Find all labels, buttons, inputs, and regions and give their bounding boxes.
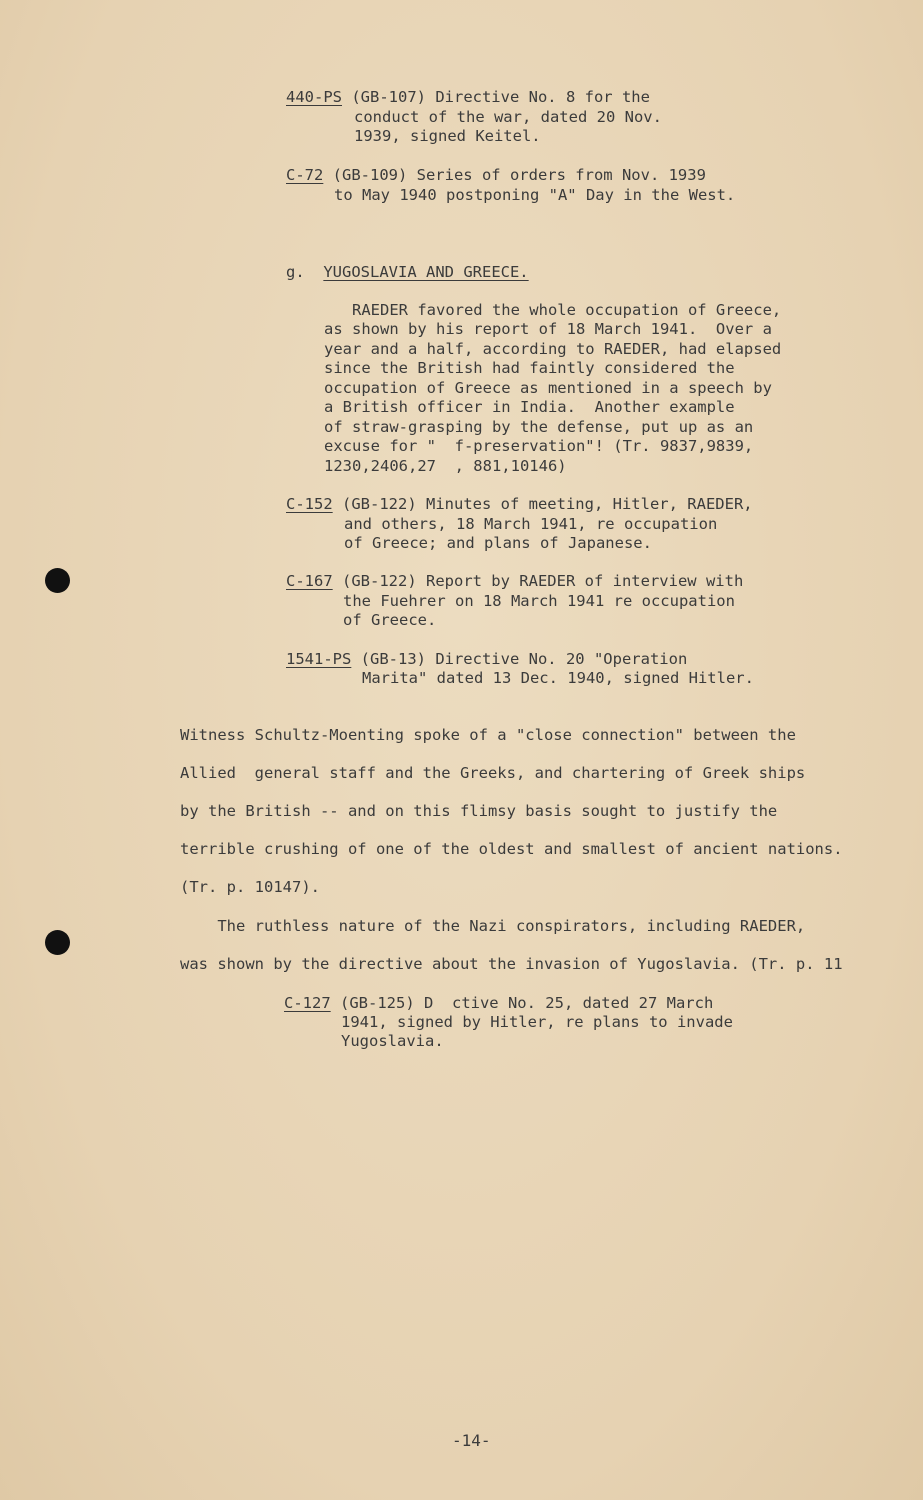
- citation-code: C-167: [286, 572, 333, 590]
- paragraph-line: occupation of Greece as mentioned in a speech by: [324, 379, 772, 397]
- paragraph-line: a British officer in India. Another example: [324, 398, 735, 416]
- citation-line: (GB-122) Minutes of meeting, Hitler, RAEDER,: [332, 495, 753, 513]
- body-line: The ruthless nature of the Nazi conspirators, including RAEDER,: [180, 917, 806, 935]
- citation-1541-ps: [286, 650, 687, 670]
- citation-line: (GB-109) Series of orders from Nov. 1939: [323, 166, 706, 184]
- citation-line: (GB-122) Report by RAEDER of interview with: [332, 572, 744, 590]
- section-title: YUGOSLAVIA AND GREECE.: [323, 263, 529, 281]
- citation-line: 1941, signed by Hitler, re plans to invade: [341, 1013, 733, 1031]
- paragraph-line: since the British had faintly considered the: [324, 359, 735, 377]
- paragraph-line: excuse for " f-preservation"! (Tr. 9837,9839,: [324, 437, 754, 455]
- citation-line: and others, 18 March 1941, re occupation: [344, 515, 718, 533]
- body-line: (Tr. p. 10147).: [180, 878, 320, 896]
- citation-line: of Greece; and plans of Japanese.: [344, 534, 652, 552]
- citation-code: 1541-PS: [286, 650, 352, 668]
- paragraph-line: of straw-grasping by the defense, put up as an: [324, 418, 754, 436]
- body-line: was shown by the directive about the invasion of Yugoslavia. (Tr. p. 11: [180, 955, 843, 973]
- citation-line: the Fuehrer on 18 March 1941 re occupation: [343, 592, 735, 610]
- punch-hole: [45, 568, 70, 593]
- citation-line: (GB-125) D ctive No. 25, dated 27 March: [330, 994, 714, 1012]
- paragraph-line: 1230,2406,27 , 881,10146): [324, 457, 567, 475]
- citation-code: C-127: [284, 994, 331, 1012]
- citation-line: to May 1940 postponing "A" Day in the West.: [334, 186, 736, 204]
- page-number: -14-: [452, 1431, 491, 1450]
- paragraph-line: as shown by his report of 18 March 1941. Over a: [324, 320, 772, 338]
- body-line: Witness Schultz-Moenting spoke of a "close connection" between the: [180, 726, 796, 744]
- citation-c-72: [286, 166, 706, 186]
- citation-line: Marita" dated 13 Dec. 1940, signed Hitler.: [362, 669, 754, 687]
- section-heading: [286, 263, 529, 283]
- citation-line: (GB-107) Directive No. 8 for the: [342, 88, 650, 106]
- section-letter: g.: [286, 263, 305, 281]
- citation-line: Yugoslavia.: [341, 1032, 444, 1050]
- citation-line: (GB-13) Directive No. 20 "Operation: [351, 650, 688, 668]
- citation-line: 1939, signed Keitel.: [354, 127, 541, 145]
- paragraph-line: year and a half, according to RAEDER, had elapsed: [324, 340, 782, 358]
- citation-440-ps: [286, 88, 650, 108]
- citation-code: C-152: [286, 495, 333, 513]
- citation-code: C-72: [286, 166, 324, 184]
- citation-c-167: [286, 572, 743, 592]
- citation-c-152: [286, 495, 753, 515]
- punch-hole: [45, 930, 70, 955]
- body-line: terrible crushing of one of the oldest and smallest of ancient nations.: [180, 840, 843, 858]
- citation-line: of Greece.: [343, 611, 437, 629]
- paragraph-line: RAEDER favored the whole occupation of Greece,: [324, 301, 782, 319]
- body-line: by the British -- and on this flimsy basis sought to justify the: [180, 802, 778, 820]
- body-line: Allied general staff and the Greeks, and chartering of Greek ships: [180, 764, 806, 782]
- citation-c-127: [284, 994, 713, 1014]
- citation-code: 440-PS: [286, 88, 342, 106]
- citation-line: conduct of the war, dated 20 Nov.: [354, 108, 662, 126]
